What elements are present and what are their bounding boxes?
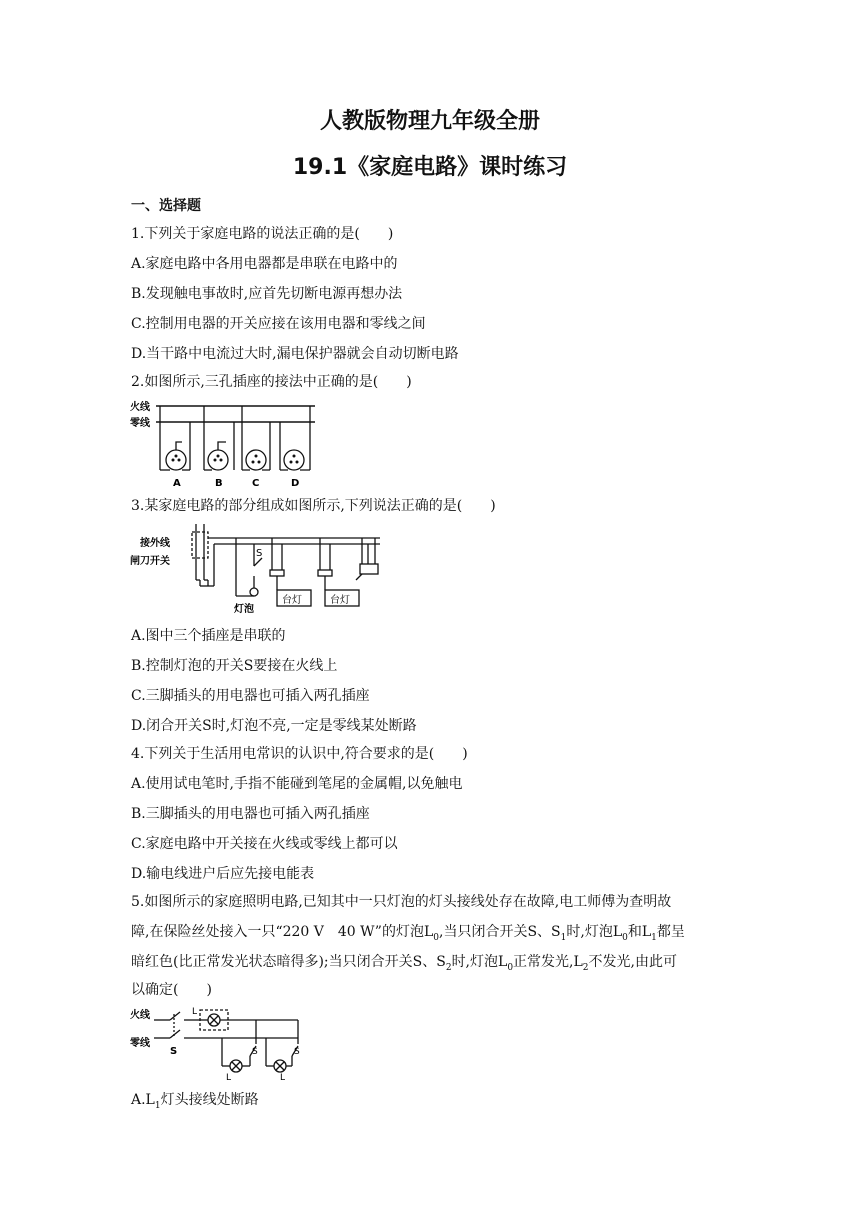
q3-bulb-label: 灯泡 [234, 604, 254, 615]
q3-option-a: A.图中三个插座是串联的 [131, 628, 286, 644]
q5-s1-label: S [252, 1047, 258, 1057]
q1-option-b: B.发现触电事故时,应首先切断电源再想办法 [131, 286, 403, 302]
q5-option-a: $A.L_1$灯头接线处断路 [131, 1092, 259, 1111]
q1-option-a: A.家庭电路中各用电器都是串联在电路中的 [131, 256, 398, 272]
q3-outside-label: 接外线 [140, 538, 170, 549]
q3-option-d: D.闭合开关S时,灯泡不亮,一定是零线某处断路 [131, 718, 417, 734]
q3-knife-label: 闸刀开关 [130, 556, 170, 567]
q4-option-d: D.输电线进户后应先接电能表 [131, 866, 315, 882]
page-title: 人教版物理九年级全册 [319, 109, 540, 134]
q2-stem: 2.如图所示,三孔插座的接法中正确的是( ) [131, 374, 412, 390]
q1-option-d: D.当干路中电流过大时,漏电保护器就会自动切断电路 [131, 346, 459, 362]
q2-label-c: C [252, 478, 260, 489]
q4-stem: 4.下列关于生活用电常识的认识中,符合要求的是( ) [131, 746, 468, 762]
q3-switch-label: S [256, 548, 263, 559]
page-subtitle: 19.1《家庭电路》课时练习 [292, 155, 568, 180]
q5-s2-label: S [294, 1047, 300, 1057]
q1-stem: 1.下列关于家庭电路的说法正确的是( ) [131, 226, 394, 242]
q5-switch-s-label: S [170, 1046, 178, 1057]
q3-lamp2-label: 台灯 [330, 595, 350, 606]
q2-socket-diagram [130, 398, 330, 490]
q3-stem: 3.某家庭电路的部分组成如图所示,下列说法正确的是( ) [131, 498, 496, 514]
q5-live-label: 火线 [130, 1010, 150, 1021]
q5-line-2: 障,在保险丝处接入一只“220 V 40 W”的灯泡$L_0$,当只闭合开关S、$S_1$时,灯泡$L_0$和$L_1$都呈 [131, 924, 685, 943]
q2-label-d: D [291, 478, 300, 489]
q5-circuit-diagram [130, 1006, 305, 1082]
q4-option-b: B.三脚插头的用电器也可插入两孔插座 [131, 806, 370, 822]
q5-line-1: 5.如图所示的家庭照明电路,已知其中一只灯泡的灯头接线处存在故障,电工师傅为查明故 [131, 894, 672, 910]
q5-line-4: 以确定( ) [131, 982, 212, 998]
q5-l2-label: L [280, 1073, 286, 1082]
section-heading: 一、选择题 [131, 198, 201, 214]
q3-option-c: C.三脚插头的用电器也可插入两孔插座 [131, 688, 370, 704]
q4-option-a: A.使用试电笔时,手指不能碰到笔尾的金属帽,以免触电 [131, 776, 463, 792]
q4-option-c: C.家庭电路中开关接在火线或零线上都可以 [131, 836, 398, 852]
q5-neutral-label: 零线 [130, 1038, 150, 1049]
q5-l0-label: L [192, 1007, 198, 1017]
q5-l1-label: L [226, 1073, 232, 1082]
q2-label-b: B [215, 478, 223, 489]
q2-label-a: A [173, 478, 181, 489]
q3-circuit-diagram [130, 524, 385, 620]
q2-neutral-label: 零线 [130, 418, 150, 429]
q2-live-label: 火线 [130, 402, 150, 413]
q3-lamp1-label: 台灯 [282, 595, 302, 606]
q3-option-b: B.控制灯泡的开关S要接在火线上 [131, 658, 338, 674]
q5-line-3: 暗红色(比正常发光状态暗得多);当只闭合开关S、$S_2$时,灯泡$L_0$正常发光$,L_2$不发光,由此可 [131, 954, 677, 973]
q1-option-c: C.控制用电器的开关应接在该用电器和零线之间 [131, 316, 426, 332]
